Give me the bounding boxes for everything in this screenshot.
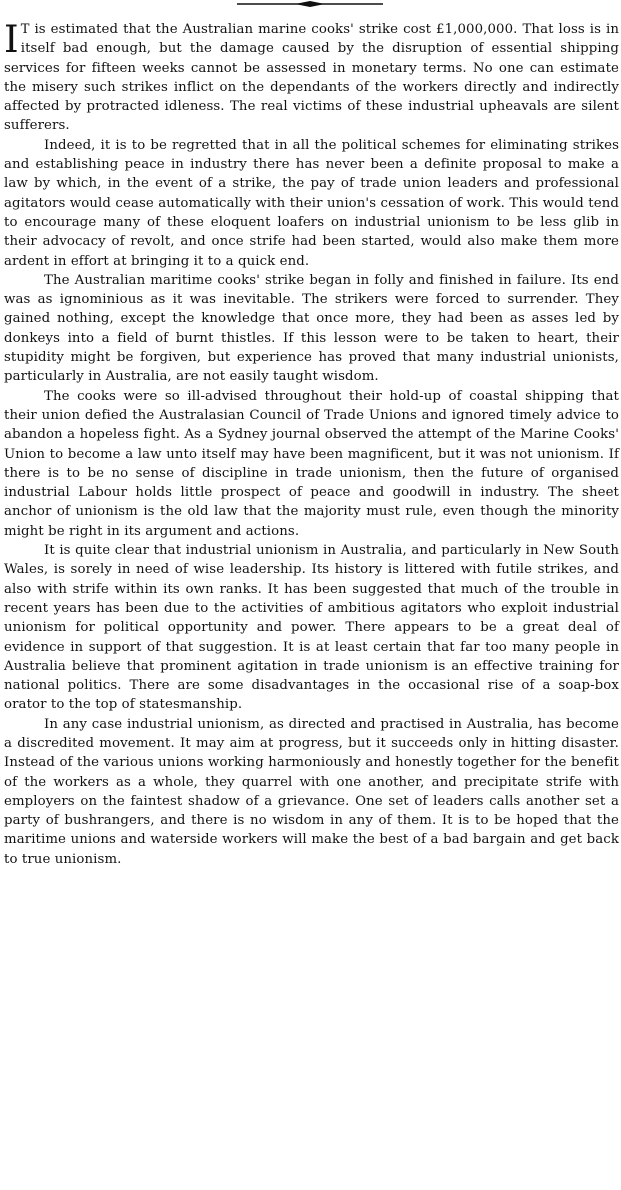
article-paragraph-4: The cooks were so ill-advised throughout their hold-up of coastal shipping that their union defied the Australasian Council of Trade Unions and ignored timely advice to abandon a hopeless fight. As a Sydney journal observed the attempt of the Marine Cooks' Union to become a law unto itself may have been magnificent, but it was not unionism. If there is to be no sense of discipline in trade unionism, then the future of organised industrial Labour holds little prospect of peace and goodwill in industry. The sheet anchor of unionism is the old law that the majority must rule, even though the minority might be right in its argument and actions.	[4, 388, 619, 539]
editorial-article	[4, 20, 619, 869]
article-paragraph-3: The Australian maritime cooks' strike began in folly and finished in failure. Its end was as ignominious as it was inevitable. The strikers were forced to surrender. They gained nothing, except the knowledge that once more, they had been as asses led by donkeys into a field of burnt thistles. If this lesson were to be taken to heart, their stupidity might be forgiven, but experience has proved that many industrial unionists, particularly in Australia, are not easily taught wisdom.	[4, 272, 619, 385]
drop-cap: I	[4, 18, 19, 61]
article-paragraph-6: In any case industrial unionism, as directed and practised in Australia, has become a discredited movement. It may aim at progress, but it succeeds only in hitting disaster. Instead of the various unions working harmoniously and honestly together for the benefit of the workers as a whole, they quarrel with one another, and precipitate strife with employers on the faintest shadow of a grievance. One set of leaders calls another set a party of bushrangers, and there is no wisdom in any of them. It is to be hoped that the maritime unions and waterside workers will make the best of a bad bargain and get back to true unionism.	[4, 716, 619, 867]
article-paragraph-2: Indeed, it is to be regretted that in all the political schemes for eliminating strikes and establishing peace in industry there has never been a definite proposal to make a law by which, in the event of a strike, the pay of trade union leaders and professional agitators would cease automatically with their union's cessation of work. This would tend to encourage many of these eloquent loafers on industrial unionism to be less glib in their advocacy of revolt, and once strife had been started, would also make them more ardent in effort at bringing it to a quick end.	[4, 137, 619, 269]
first-word-rest: T	[20, 22, 30, 37]
paragraph-text: is estimated that the Australian marine cooks' strike cost £1,000,000. That loss is in itself bad enough, but the damage caused by the disruption of essential shipping services for fifteen weeks cannot be assessed in monetary terms. No one can estimate the misery such strikes inflict on the dependants of the workers directly and indirectly affected by protracted idleness. The real victims of these industrial upheavals are silent sufferers.	[4, 22, 619, 134]
section-divider-ornament	[235, 0, 385, 10]
article-paragraph-1	[4, 20, 619, 136]
article-paragraph-5: It is quite clear that industrial unionism in Australia, and particularly in New South Wales, is sorely in need of wise leadership. Its history is littered with futile strikes, and also with strife within its own ranks. It has been suggested that much of the trouble in recent years has been due to the activities of ambitious agitators who exploit industrial unionism for political opportunity and power. There appears to be a great deal of evidence in support of that suggestion. It is at least certain that far too many people in Australia believe that prominent agitation in trade unionism is an effective training for national politics. There are some disadvantages in the occasional rise of a soap-box orator to the top of statesmanship.	[4, 543, 619, 713]
